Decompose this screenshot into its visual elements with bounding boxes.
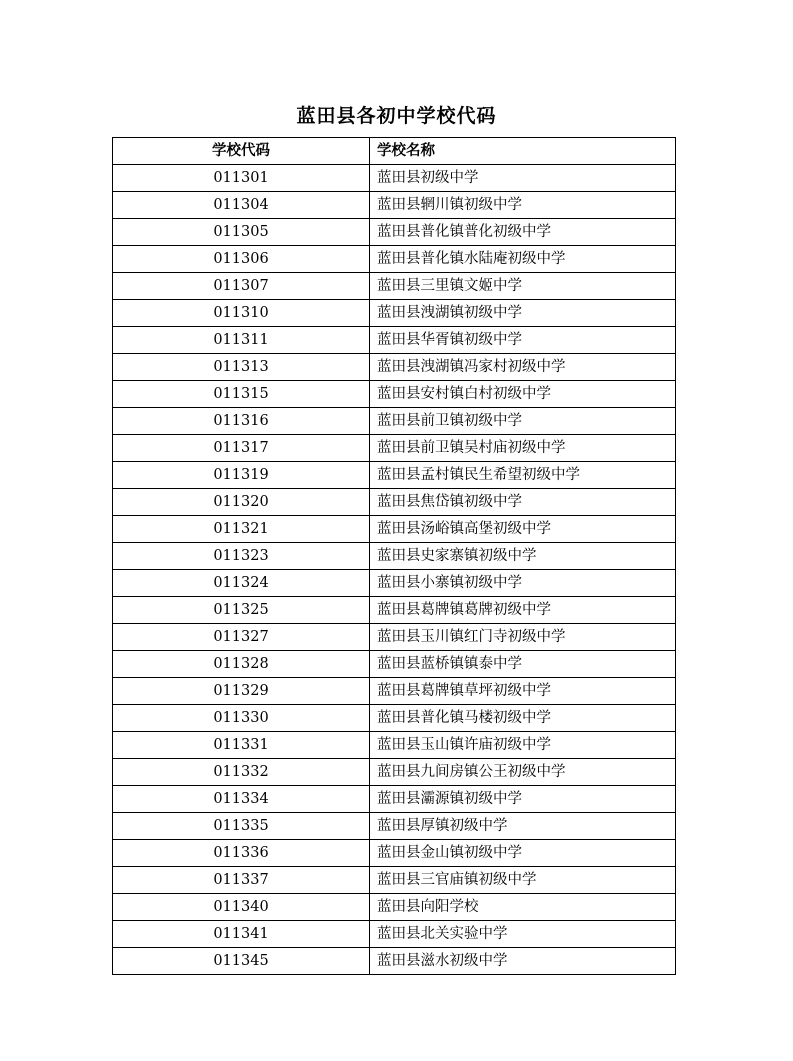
column-header-code: 学校代码 bbox=[113, 138, 370, 165]
school-code-table bbox=[112, 137, 676, 975]
table-row bbox=[113, 543, 676, 570]
school-code-cell: 011315 bbox=[113, 381, 370, 408]
school-code-cell: 011328 bbox=[113, 651, 370, 678]
table-row bbox=[113, 624, 676, 651]
school-code-cell: 011331 bbox=[113, 732, 370, 759]
school-name-cell: 蓝田县小寨镇初级中学 bbox=[370, 570, 676, 597]
table-row bbox=[113, 732, 676, 759]
school-name-cell: 蓝田县汤峪镇高堡初级中学 bbox=[370, 516, 676, 543]
table-row bbox=[113, 381, 676, 408]
school-name-cell: 蓝田县华胥镇初级中学 bbox=[370, 327, 676, 354]
school-code-cell: 011334 bbox=[113, 786, 370, 813]
school-code-cell: 011320 bbox=[113, 489, 370, 516]
table-row bbox=[113, 651, 676, 678]
table-row bbox=[113, 192, 676, 219]
school-code-cell: 011325 bbox=[113, 597, 370, 624]
table-row bbox=[113, 273, 676, 300]
school-name-cell: 蓝田县玉川镇红门寺初级中学 bbox=[370, 624, 676, 651]
school-code-cell: 011317 bbox=[113, 435, 370, 462]
school-code-cell: 011305 bbox=[113, 219, 370, 246]
table-row bbox=[113, 813, 676, 840]
school-code-cell: 011306 bbox=[113, 246, 370, 273]
table-row bbox=[113, 462, 676, 489]
school-code-cell: 011341 bbox=[113, 921, 370, 948]
table-row bbox=[113, 894, 676, 921]
school-code-cell: 011345 bbox=[113, 948, 370, 975]
school-name-cell: 蓝田县蓝桥镇镇泰中学 bbox=[370, 651, 676, 678]
table-row bbox=[113, 948, 676, 975]
table-row bbox=[113, 219, 676, 246]
school-name-cell: 蓝田县葛牌镇葛牌初级中学 bbox=[370, 597, 676, 624]
school-name-cell: 蓝田县三里镇文姬中学 bbox=[370, 273, 676, 300]
school-name-cell: 蓝田县葛牌镇草坪初级中学 bbox=[370, 678, 676, 705]
table-row bbox=[113, 867, 676, 894]
school-name-cell: 蓝田县厚镇初级中学 bbox=[370, 813, 676, 840]
school-name-cell: 蓝田县北关实验中学 bbox=[370, 921, 676, 948]
table-row bbox=[113, 921, 676, 948]
table-row bbox=[113, 489, 676, 516]
column-header-name: 学校名称 bbox=[370, 138, 676, 165]
school-code-cell: 011313 bbox=[113, 354, 370, 381]
table-header-row bbox=[113, 138, 676, 165]
school-code-cell: 011335 bbox=[113, 813, 370, 840]
school-code-cell: 011340 bbox=[113, 894, 370, 921]
table-row bbox=[113, 786, 676, 813]
school-code-cell: 011329 bbox=[113, 678, 370, 705]
school-name-cell: 蓝田县九间房镇公王初级中学 bbox=[370, 759, 676, 786]
table-body bbox=[113, 165, 676, 975]
school-name-cell: 蓝田县前卫镇吴村庙初级中学 bbox=[370, 435, 676, 462]
school-name-cell: 蓝田县孟村镇民生希望初级中学 bbox=[370, 462, 676, 489]
table-row bbox=[113, 165, 676, 192]
table-row bbox=[113, 408, 676, 435]
school-name-cell: 蓝田县向阳学校 bbox=[370, 894, 676, 921]
school-code-cell: 011332 bbox=[113, 759, 370, 786]
school-code-cell: 011330 bbox=[113, 705, 370, 732]
school-name-cell: 蓝田县前卫镇初级中学 bbox=[370, 408, 676, 435]
school-code-cell: 011304 bbox=[113, 192, 370, 219]
school-name-cell: 蓝田县普化镇水陆庵初级中学 bbox=[370, 246, 676, 273]
school-code-cell: 011311 bbox=[113, 327, 370, 354]
school-name-cell: 蓝田县洩湖镇初级中学 bbox=[370, 300, 676, 327]
table-row bbox=[113, 705, 676, 732]
table-row bbox=[113, 597, 676, 624]
table-row bbox=[113, 327, 676, 354]
school-name-cell: 蓝田县滋水初级中学 bbox=[370, 948, 676, 975]
table-row bbox=[113, 840, 676, 867]
school-name-cell: 蓝田县初级中学 bbox=[370, 165, 676, 192]
table-row bbox=[113, 516, 676, 543]
school-name-cell: 蓝田县安村镇白村初级中学 bbox=[370, 381, 676, 408]
school-name-cell: 蓝田县史家寨镇初级中学 bbox=[370, 543, 676, 570]
school-name-cell: 蓝田县灞源镇初级中学 bbox=[370, 786, 676, 813]
school-name-cell: 蓝田县三官庙镇初级中学 bbox=[370, 867, 676, 894]
school-name-cell: 蓝田县金山镇初级中学 bbox=[370, 840, 676, 867]
school-code-cell: 011327 bbox=[113, 624, 370, 651]
school-code-cell: 011337 bbox=[113, 867, 370, 894]
page-title: 蓝田县各初中学校代码 bbox=[296, 105, 497, 127]
school-code-cell: 011316 bbox=[113, 408, 370, 435]
table-row bbox=[113, 300, 676, 327]
school-name-cell: 蓝田县普化镇马楼初级中学 bbox=[370, 705, 676, 732]
school-code-cell: 011310 bbox=[113, 300, 370, 327]
school-name-cell: 蓝田县洩湖镇冯家村初级中学 bbox=[370, 354, 676, 381]
school-code-cell: 011336 bbox=[113, 840, 370, 867]
school-code-cell: 011321 bbox=[113, 516, 370, 543]
school-name-cell: 蓝田县玉山镇许庙初级中学 bbox=[370, 732, 676, 759]
school-code-cell: 011324 bbox=[113, 570, 370, 597]
table-row bbox=[113, 759, 676, 786]
table-row bbox=[113, 570, 676, 597]
table-row bbox=[113, 435, 676, 462]
school-code-cell: 011323 bbox=[113, 543, 370, 570]
table-row bbox=[113, 678, 676, 705]
school-code-cell: 011319 bbox=[113, 462, 370, 489]
school-name-cell: 蓝田县普化镇普化初级中学 bbox=[370, 219, 676, 246]
school-code-cell: 011307 bbox=[113, 273, 370, 300]
table-row bbox=[113, 354, 676, 381]
school-name-cell: 蓝田县辋川镇初级中学 bbox=[370, 192, 676, 219]
school-name-cell: 蓝田县焦岱镇初级中学 bbox=[370, 489, 676, 516]
table-row bbox=[113, 246, 676, 273]
school-code-cell: 011301 bbox=[113, 165, 370, 192]
